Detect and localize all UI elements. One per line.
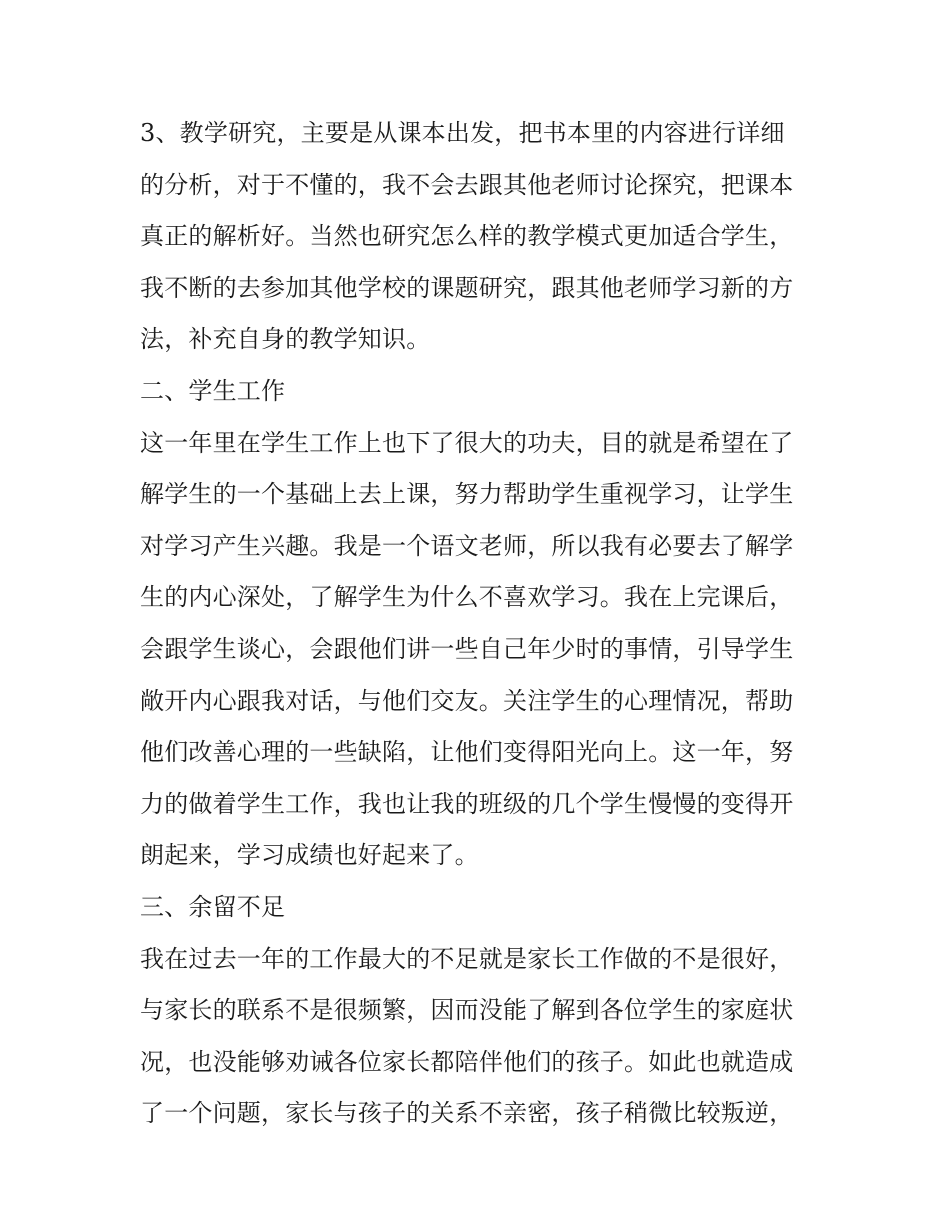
text-line: 他们改善心理的一些缺陷，让他们变得阳光向上。这一年，努 [140,738,794,767]
text-line: 况，也没能够劝诫各位家长都陪伴他们的孩子。如此也就造成 [140,1047,794,1076]
text-line: 我在过去一年的工作最大的不足就是家长工作做的不是很好， [140,944,794,973]
text-line: 朗起来，学习成绩也好起来了。 [140,841,479,870]
text-line: 力的做着学生工作，我也让我的班级的几个学生慢慢的变得开 [140,789,794,818]
text-line: 与家长的联系不是很频繁，因而没能了解到各位学生的家庭状 [140,996,794,1025]
text-line: 法，补充自身的教学知识。 [140,325,431,354]
document-body [140,108,820,1140]
text-line: 的分析，对于不懂的，我不会去跟其他老师讨论探究，把课本 [140,170,794,199]
text-line: 敞开内心跟我对话，与他们交友。关注学生的心理情况，帮助 [140,686,794,715]
text-line: 我不断的去参加其他学校的课题研究，跟其他老师学习新的方 [140,273,794,302]
text-line: 生的内心深处，了解学生为什么不喜欢学习。我在上完课后， [140,583,794,612]
text-line: 会跟学生谈心，会跟他们讲一些自己年少时的事情，引导学生 [140,634,794,663]
section-heading: 三、余留不足 [140,892,286,921]
text-line: 真正的解析好。当然也研究怎么样的教学模式更加适合学生， [140,222,794,251]
text-line: 解学生的一个基础上去上课，努力帮助学生重视学习，让学生 [140,480,794,509]
text-line: 对学习产生兴趣。我是一个语文老师，所以我有必要去了解学 [140,531,794,560]
text-line: 这一年里在学生工作上也下了很大的功夫，目的就是希望在了 [140,428,794,457]
section-heading: 二、学生工作 [140,376,286,405]
text-line: 3、教学研究，主要是从课本出发，把书本里的内容进行详细 [140,119,785,147]
text-line: 了一个问题，家长与孩子的关系不亲密，孩子稍微比较叛逆， [140,1099,794,1128]
